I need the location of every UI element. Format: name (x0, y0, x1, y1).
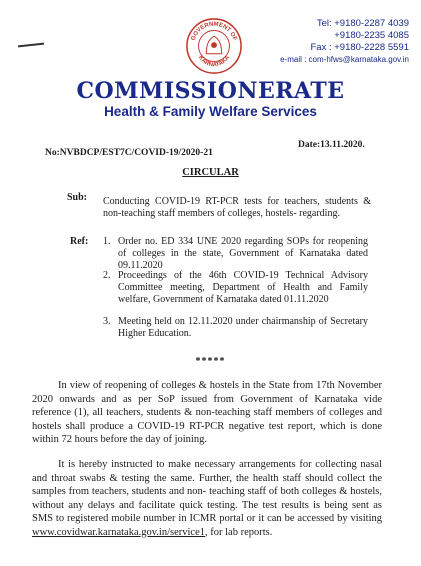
reference-number-label: 3. (103, 316, 111, 327)
paragraph-text: It is hereby instructed to make necessary arrangements for collecting nasal and throat swabs & testing the same. Further, the health staff should collect the samples from teachers, students and non- teaching staff of both colleges & hostels, without any delays and facilitate quick testing. The test results is being sent as SMS to registered mobile number in ICMR portal or it can be accessed by visiting (32, 459, 382, 524)
karnataka-emblem-seal (185, 17, 243, 75)
body-paragraph-2 (32, 458, 382, 539)
circular-title: CIRCULAR (182, 167, 239, 178)
svg-text:GOVERNMENT OF: GOVERNMENT OF (190, 21, 238, 42)
subject-label: Sub: (67, 192, 88, 203)
pen-mark (18, 43, 44, 48)
contact-email: e-mail : com-hfws@karnataka.gov.in (280, 55, 409, 64)
subject-text: Conducting COVID-19 RT-PCR tests for teachers, students & non-teaching staff members of colleges, hostels- regarding. (103, 196, 371, 219)
svg-text:KARNATAKA: KARNATAKA (196, 54, 232, 69)
contact-telephone-1: Tel: +9180-2287 4039 (316, 18, 409, 29)
reference-text: Order no. ED 334 UNE 2020 regarding SOPs for reopening of colleges in the state, Government of Karnataka dated 09.11.2020 (118, 236, 368, 271)
section-separator: ***** (195, 356, 226, 367)
reference-text: Proceedings of the 46th COVID-19 Technical Advisory Committee meeting, Department of Health and Family welfare, Government of Karnataka dated 01.11.2020 (118, 270, 368, 305)
body-paragraph-1: In view of reopening of colleges & hostels in the State from 17th November 2020 onwards and as per SoP issued from Government of Karnataka vide reference (1), all teachers, students & non-teaching staff members of colleges and hostels shall produce a COVID-19 RT-PCR negative test report, which is done within 72 hours before the day of joining. (32, 380, 382, 445)
contact-telephone-2: +9180-2235 4085 (334, 30, 409, 41)
references-label: Ref: (70, 236, 89, 247)
paragraph-tail: , for lab reports. (205, 526, 273, 538)
reference-text: Meeting held on 12.11.2020 under chairmanship of Secretary Higher Education. (118, 316, 368, 339)
covidwar-service-link[interactable]: www.covidwar.karnataka.gov.in/service1 (32, 526, 205, 538)
organization-name: COMMISSIONERATE (76, 78, 345, 104)
contact-fax: Fax : +9180-2228 5591 (310, 42, 409, 53)
reference-number-label: 1. (103, 236, 111, 247)
department-name: Health & Family Welfare Services (104, 104, 317, 119)
reference-number: No:NVBDCP/EST7C/COVID-19/2020-21 (45, 148, 213, 158)
circular-date: Date:13.11.2020. (298, 140, 365, 150)
reference-number-label: 2. (103, 270, 111, 281)
